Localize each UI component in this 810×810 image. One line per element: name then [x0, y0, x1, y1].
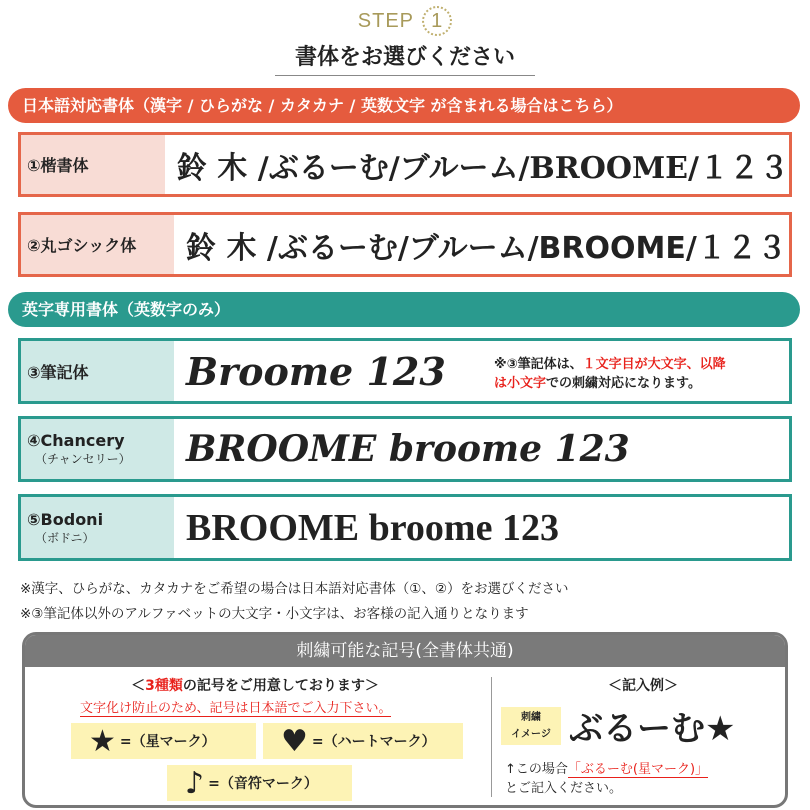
font-sample: 鈴 木 /ぶるーむ/ブルーム/BROOME/１２３ [186, 230, 787, 266]
title-underline [275, 75, 535, 76]
font-label: ⑤Bodoni （ボドニ） [21, 497, 174, 558]
script-note: ※③筆記体は、１文字目が大文字、以降 は小文字での刺繍対応になります。 [494, 357, 726, 391]
example-title: ＜記入例＞ [608, 678, 678, 694]
font-sample: 鈴 木 /ぶるーむ/ブルーム/BROOME/１２３ [176, 150, 789, 186]
english-fonts-banner: 英字専用書体（英数字のみ） [8, 292, 800, 327]
symbols-panel [22, 632, 788, 808]
page-title: 書体をお選びください [294, 45, 515, 70]
symbols-title: 刺繍可能な記号(全書体共通) [25, 635, 785, 667]
japanese-fonts-banner: 日本語対応書体（漢字 / ひらがな / カタカナ / 英数文字 が含まれる場合はこちら） [8, 88, 800, 123]
font-label: ②丸ゴシック体 [21, 215, 174, 274]
embroidery-image-tag: 刺繍 イメージ [501, 707, 561, 745]
font-label: ④Chancery （チャンセリー） [21, 419, 174, 479]
example-text: ぶるーむ★ [569, 709, 736, 749]
star-icon: ★ [89, 723, 116, 759]
step-number: 1 [422, 6, 452, 36]
font-label: ③筆記体 [21, 341, 174, 401]
font-option-script[interactable] [18, 338, 792, 404]
font-option-maru-gothic[interactable] [18, 212, 792, 277]
step-label: STEP [357, 10, 414, 32]
font-sample: BROOME broome 123 [186, 428, 630, 470]
music-note-icon: ♪ [185, 765, 205, 801]
example-instruction: ↑この場合「ぶるーむ(星マーク)」 とご記入ください。 [505, 762, 709, 796]
step-indicator [0, 6, 810, 36]
symbol-star: ★ =（星マーク） [71, 723, 256, 759]
font-option-kaisho[interactable] [18, 132, 792, 197]
symbol-heart: ♥ =（ハートマーク） [263, 723, 463, 759]
font-option-bodoni[interactable] [18, 494, 792, 561]
font-sample: Broome 123 [186, 348, 446, 394]
font-sample: BROOME broome 123 [186, 506, 559, 549]
symbols-intro: ＜3種類の記号をご用意しております＞ [131, 678, 379, 694]
font-option-chancery[interactable] [18, 416, 792, 482]
heart-icon: ♥ [281, 723, 308, 759]
note-case: ※③筆記体以外のアルファベットの大文字・小文字は、お客様の記入通りとなります [20, 606, 529, 622]
symbol-music-note: ♪ =（音符マーク） [167, 765, 352, 801]
divider [491, 677, 492, 797]
font-label: ①楷書体 [21, 135, 165, 194]
symbols-warning: 文字化け防止のため、記号は日本語でご入力下さい。 [80, 697, 391, 717]
note-japanese: ※漢字、ひらがな、カタカナをご希望の場合は日本語対応書体（①、②）をお選びください [20, 581, 569, 597]
